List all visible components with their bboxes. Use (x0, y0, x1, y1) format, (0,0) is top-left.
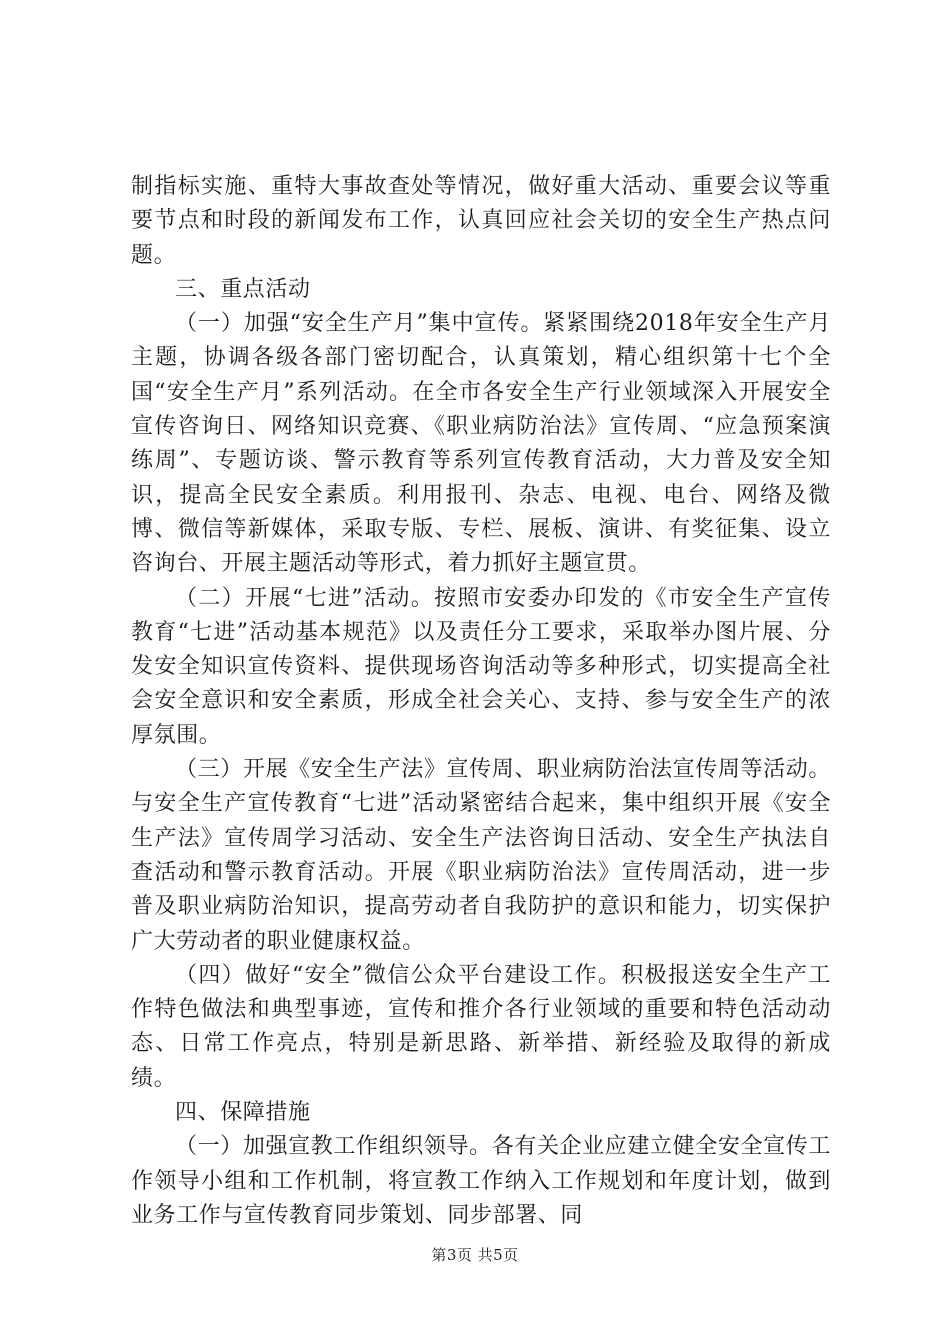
paragraph-organization-leadership: （一）加强宣教工作组织领导。各有关企业应建立健全安全宣传工作领导小组和工作机制，将宣教工作纳入工作规划和年度计划，做到业务工作与宣传教育同步策划、同步部署、同 (131, 1134, 831, 1228)
paragraph-safety-law-week: （三）开展《安全生产法》宣传周、职业病防治法宣传周等活动。与安全生产宣传教育“七进”活动紧密结合起来，集中组织开展《安全生产法》宣传周学习活动、安全生产法咨询日活动、安全生产执法自查活动和警示教育活动。开展《职业病防治法》宣传周活动，进一步普及职业病防治知识，提高劳动者自我防护的意识和能力，切实保护广大劳动者的职业健康权益。 (131, 757, 831, 954)
paragraph-continuation: 制指标实施、重特大事故查处等情况，做好重大活动、重要会议等重要节点和时段的新闻发布工作，认真回应社会关切的安全生产热点问题。 (131, 174, 831, 268)
section-heading-key-activities: 三、重点活动 (175, 276, 311, 302)
paragraph-seven-entries: （二）开展“七进”活动。按照市安委办印发的《市安全生产宣传教育“七进”活动基本规范》以及责任分工要求，采取举办图片展、分发安全知识宣传资料、提供现场咨询活动等多种形式，切实提高全社会安全意识和安全素质，形成全社会关心、支持、参与安全生产的浓厚氛围。 (131, 585, 831, 748)
paragraph-wechat-platform: （四）做好“安全”微信公众平台建设工作。积极报送安全生产工作特色做法和典型事迹，宣传和推介各行业领域的重要和特色活动动态、日常工作亮点，特别是新思路、新举措、新经验及取得的新成绩。 (131, 962, 831, 1091)
page-number-footer: 第3页 共5页 (431, 1246, 519, 1264)
section-heading-safeguards: 四、保障措施 (175, 1100, 311, 1126)
paragraph-safety-month: （一）加强“安全生产月”集中宣传。紧紧围绕2018年安全生产月主题，协调各级各部门密切配合，认真策划，精心组织第十七个全国“安全生产月”系列活动。在全市各安全生产行业领域深入开展安全宣传咨询日、网络知识竞赛、《职业病防治法》宣传周、“应急预案演练周”、专题访谈、警示教育等系列宣传教育活动，大力普及安全知识，提高全民安全素质。利用报刊、杂志、电视、电台、网络及微博、微信等新媒体，采取专版、专栏、展板、演讲、有奖征集、设立咨询台、开展主题活动等形式，着力抓好主题宣贯。 (131, 311, 831, 577)
document-body (131, 170, 831, 1233)
